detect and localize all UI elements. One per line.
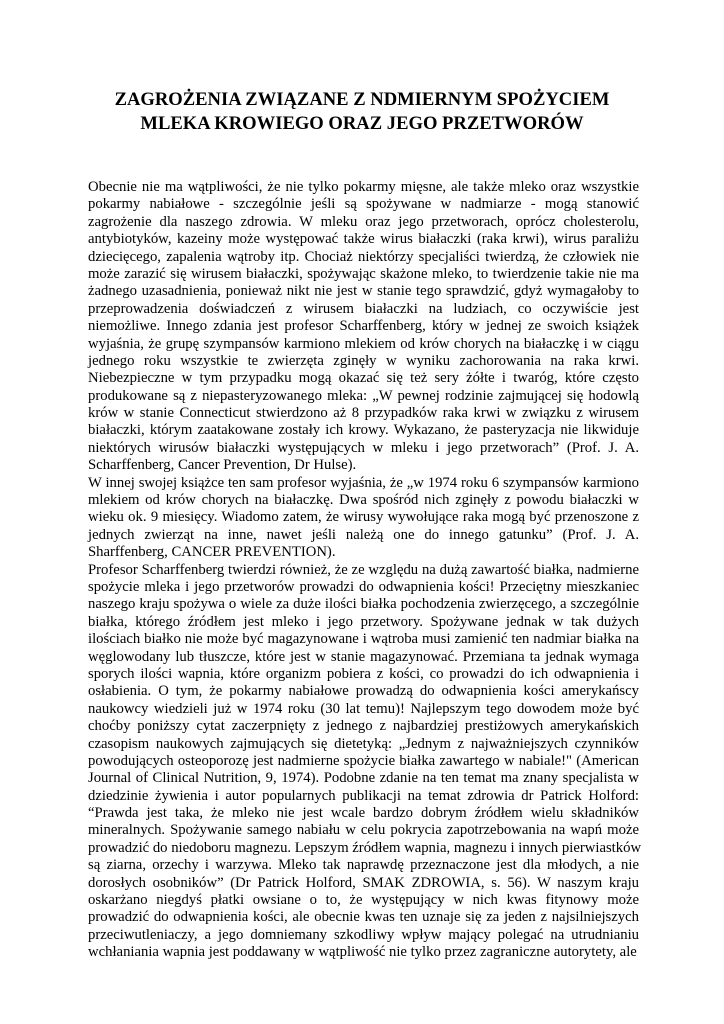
text-line: białka, którego źródłem jest mleko i jego przetwory. Spożywane jednak w tak dużych xyxy=(88,613,639,630)
text-line: Profesor Scharffenberg twierdzi również, że ze względu na dużą zawartość białka, nadmierne xyxy=(88,561,639,578)
text-line: niektórych wirusów białaczki występujących w mleku i jego przetworach” (Prof. J. A. xyxy=(88,439,639,456)
text-line: spożycie mleka i jego przetworów prowadzi do odwapnienia kości! Przeciętny mieszkaniec xyxy=(88,578,639,595)
text-line: powodujących osteoporozę jest nadmierne spożycie białka zawartego w nabiale!" (American xyxy=(88,752,639,769)
text-line: naukowcy wiedzieli już w 1974 roku (30 lat temu)! Najlepszym tego dowodem może być xyxy=(88,700,639,717)
document-title xyxy=(60,88,664,136)
text-line: sporych ilości wapnia, które organizm pobiera z kości, co prowadzi do ich odwapnienia i xyxy=(88,665,639,682)
text-line: dziedzinie żywienia i autor popularnych publikacji na temat zdrowia dr Patrick Holford: xyxy=(88,787,639,804)
text-line: mineralnych. Spożywanie samego nabiału w celu pokrycia zapotrzebowania na wapń może xyxy=(88,822,639,839)
text-line: jednego roku wszystkie te zwierzęta zginęły w wyniku zachorowania na raka krwi. xyxy=(88,352,639,369)
text-line: prowadzić do niedoboru magnezu. Lepszym źródłem wapnia, magnezu i innych pierwiastków xyxy=(88,839,642,856)
text-line: produkowane są z niepasteryzowanego mleka: „W pewnej rodzinie zajmującej się hodowlą xyxy=(88,387,639,404)
title-line: ZAGROŻENIA ZWIĄZANE Z NDMIERNYM SPOŻYCIEM xyxy=(114,89,610,110)
text-line: wchłaniania wapnia jest poddawany w wątpliwość nie tylko przez zagraniczne autorytety, ale xyxy=(88,944,637,961)
text-line: zagrożenie dla naszego zdrowia. W mleku oraz jego przetworach, oprócz cholesterolu, xyxy=(88,213,639,230)
paragraph xyxy=(88,475,639,562)
text-line: białaczki, którym zaatakowane zostały ich krowy. Wykazano, że pasteryzacja nie likwiduje xyxy=(88,422,639,439)
text-line: żadnego uzasadnienia, ponieważ nikt nie jest w stanie tego sprawdzić, gdyż wymagałoby to xyxy=(88,283,639,300)
text-line: prowadzić do odwapnienia kości, ale obecnie kwas ten uznaje się za jeden z najsilniejszych xyxy=(88,909,639,926)
title-line: MLEKA KROWIEGO ORAZ JEGO PRZETWORÓW xyxy=(140,113,584,134)
text-line: Niebezpieczne w tym przypadku mogą okazać się też sery żółte i twaróg, które często xyxy=(88,370,639,387)
text-line: pokarmy nabiałowe - szczególnie jeśli są spożywane w nadmiarze - mogą stanowić xyxy=(88,196,639,213)
text-line: może zarazić się wirusem białaczki, spożywając skażone mleko, to twierdzenie takie nie ma xyxy=(88,265,639,282)
text-line: oskarżano niegdyś płatki owsiane o to, że występujący w nich kwas fitynowy może xyxy=(88,892,639,909)
text-line: wieku ok. 9 miesięcy. Wiadomo zatem, że wirusy wywołujące raka mogą być przenoszone z xyxy=(88,509,639,526)
text-line: mlekiem od krów chorych na białaczkę. Dwa spośród nich zginęły z powodu białaczki w xyxy=(88,492,639,509)
text-line: Scharffenberg, Cancer Prevention, Dr Hulse). xyxy=(88,457,357,474)
text-line: “Prawda jest taka, że mleko nie jest wcale bardzo dobrym źródłem wielu składników xyxy=(88,805,639,822)
text-line: W innej swojej książce ten sam profesor wyjaśnia, że „w 1974 roku 6 szympansów karmiono xyxy=(88,474,639,491)
text-line: czasopism naukowych zajmujących się dietetyką: „Jednym z najważniejszych czynników xyxy=(88,735,639,752)
text-line: wyjaśnia, że grupę szympansów karmiono mlekiem od krów chorych na białaczkę i w ciągu xyxy=(88,335,639,352)
document-body xyxy=(88,179,642,962)
text-line: osłabienia. O tym, że pokarmy nabiałowe prowadzą do odwapnienia kości amerykańscy xyxy=(88,683,639,700)
text-line: węglowodany lub tłuszcze, które jest w stanie magazynować. Przemiana ta jednak wymaga xyxy=(88,648,639,665)
text-line: przeprowadzenia doświadczeń z wirusem białaczki na ludziach, co oczywiście jest xyxy=(88,300,639,317)
text-line: choćby poniższy cytat zaczerpnięty z jednego z najbardziej prestiżowych amerykańskich xyxy=(88,718,639,735)
text-line: krów w stanie Connecticut stwierdzono aż 8 przypadków raka krwi w związku z wirusem xyxy=(88,405,639,422)
text-line: naszego kraju spożywa o wiele za duże ilości białka pochodzenia zwierzęcego, a szczególnie xyxy=(88,596,639,613)
text-line: Journal of Clinical Nutrition, 9, 1974). Podobne zdanie na ten temat ma znany specjalista w xyxy=(88,770,639,787)
text-line: dorosłych osobników” (Dr Patrick Holford, SMAK ZDROWIA, s. 56). W naszym kraju xyxy=(88,874,639,891)
text-line: Obecnie nie ma wątpliwości, że nie tylko pokarmy mięsne, ale także mleko oraz wszystkie xyxy=(88,179,639,195)
paragraph xyxy=(88,561,642,962)
text-line: antybiotyków, kazeiny może występować także wirus białaczki (raka krwi), wirus paraliżu xyxy=(88,231,639,248)
text-line: ilościach białko nie może być magazynowane i wątroba musi zamienić ten nadmiar białka na xyxy=(88,631,639,648)
text-line: przeciwutleniaczy, a jego domniemany szkodliwy wpływ mający polegać na utrudnianiu xyxy=(88,926,639,943)
text-line: są ziarna, orzechy i warzywa. Mleko tak naprawdę przeznaczone jest dla młodych, a nie xyxy=(88,857,639,874)
text-line: Sharffenberg, CANCER PREVENTION). xyxy=(88,544,336,561)
text-line: niemożliwe. Innego zdania jest profesor Scharffenberg, który w jednej ze swoich książek xyxy=(88,318,639,335)
paragraph xyxy=(88,179,639,475)
text-line: dziecięcego, zapalenia wątroby itp. Chociaż niektórzy specjaliści twierdzą, że człowiek nie xyxy=(88,248,639,265)
text-line: jednych zwierząt na inne, nawet jeśli należą one do innego gatunku” (Prof. J. A. xyxy=(88,526,639,543)
